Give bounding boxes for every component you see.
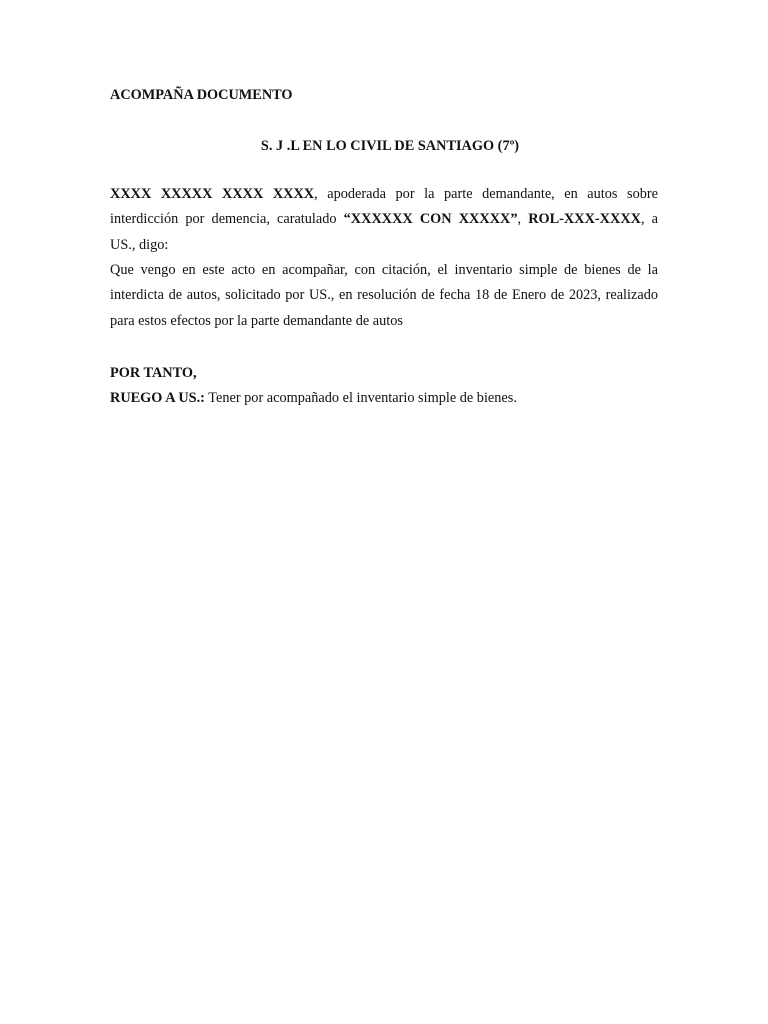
case-rol: ROL-XXX-XXXX — [528, 211, 641, 228]
opening-text-c: , a US., digo: — [110, 211, 658, 253]
closing-block — [110, 361, 517, 411]
opening-text-b: , — [517, 211, 529, 228]
body-paragraph: Que vengo en este acto en acompañar, con citación, el inventario simple de bienes de la interdicta de autos, solicitado por US., en resolución de fecha 18 de Enero de 2023, realizado para estos efectos por la parte demandante de autos — [110, 262, 658, 329]
opening-paragraph — [110, 182, 658, 258]
por-tanto-label: POR TANTO, — [110, 365, 197, 381]
party-name: XXXX XXXXX XXXX XXXX — [110, 186, 315, 202]
petition-line — [110, 386, 517, 411]
opening-text-a: , apoderada por la parte demandante, en autos sobre interdicción por demencia, caratulado — [110, 186, 658, 228]
court-designation — [0, 135, 768, 157]
document-heading: ACOMPAÑA DOCUMENTO — [110, 87, 293, 103]
petition-text: Tener por acompañado el inventario simple de bienes. — [204, 390, 517, 406]
petition-label: RUEGO A US.: — [110, 390, 205, 406]
case-title: “XXXXXX CON XXXXX” — [343, 211, 518, 228]
court-designation-text: S. J .L EN LO CIVIL DE SANTIAGO (7º) — [260, 138, 520, 154]
